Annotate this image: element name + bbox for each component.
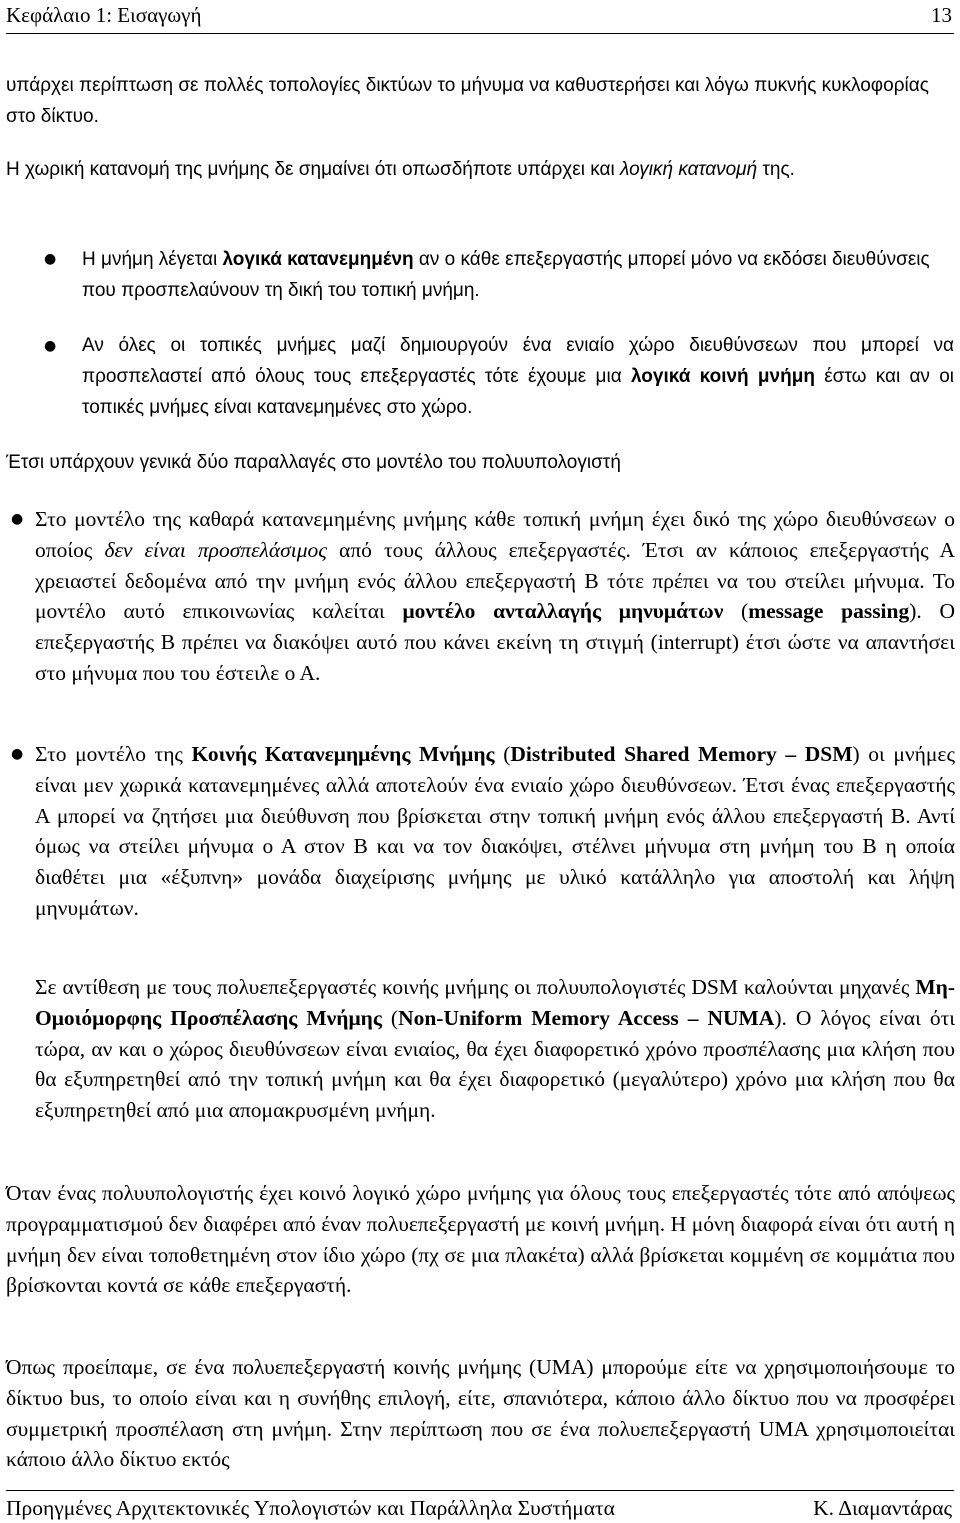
paragraph-4-text: Σε αντίθεση με τους πολυεπεξεργαστές κοινής μνήμης οι πολυυπολογιστές DSM καλούνται μηχανές [35,975,916,999]
bullet-3-emphasis: δεν είναι προσπελάσιμος [104,537,327,562]
bullet-item-4 [35,739,955,924]
footer-author: Κ. Διαμαντάρας [813,1496,952,1520]
bullet-3-term-en: message passing [748,599,910,624]
paragraph-4-tail: ). Ο λόγος είναι ότι τώρα, αν και ο χώρος διευθύνσεων είναι ενιαίος, θα έχει διαφορετικό χρόνο προσπέλασης μια κλήση που θα εξυπηρετηθεί από την τοπική μνήμη και θα έχει διαφορετικό (μεγαλύτερο) χρόνο μια κλήση που θα εξυπηρετηθεί από μια απομακρυσμένη μνήμη. [35,1005,956,1123]
bullet-3-term: μοντέλο ανταλλαγής μηνυμάτων [402,599,724,624]
bullet-dot-icon: ● [11,511,24,527]
bullet-4-tail: ) οι μνήμες είναι μεν χωρικά κατανεμημένες αλλά αποτελούν ένα ενιαίο χώρο διευθύνσεων. Έτσι ένας επεξεργαστής Α μπορεί να ζητήσει μια διεύθυνση που βρίσκεται στην τοπική μνήμη ενός άλλου επεξεργαστή Β. Αντί όμως να στείλει μήνυμα ο Α στον Β και να τον διακόψει, στέλνει μήνυμα στη μνήμη του Β η οποία διαθέτει μια «έξυπνη» μονάδα διαχείρισης μνήμης με υλικό κατάλληλο για αποστολή και λήψη μηνυμάτων. [35,742,955,920]
page-header [6,2,952,28]
paragraph-2-text: Η χωρική κατανομή της μνήμης δε σημαίνει ότι οπωσδήποτε υπάρχει και [6,159,620,180]
bullet-4-paren-open: ( [494,742,511,766]
bullet-4-text: Στο μοντέλο της [35,742,192,766]
paragraph-2-emphasis: λογική κατανομή [619,159,758,180]
bullet-1-term: λογικά κατανεμημένη [222,249,414,270]
bullet-3-tail: ). Ο επεξεργαστής Β πρέπει να διακόψει αυτό που κάνει εκείνη τη στιγμή (interrupt) έτσι ώστε να απαντήσει στο μήνυμα που του έστειλε ο Α. [35,599,955,685]
paragraph-2 [6,154,950,185]
footer-divider [6,1490,954,1491]
paragraph-6: Όπως προείπαμε, σε ένα πολυεπεξεργαστή κοινής μνήμης (UMA) μπορούμε είτε να χρησιμοποιήσουμε το δίκτυο bus, το οποίο είναι και η συνήθης επιλογή, είτε, σπανιότερα, κάποιο άλλο δίκτυο που να προσφέρει συμμετρική προσπέλαση στη μνήμη. Στην περίπτωση που σε ένα πολυεπεξεργαστή UMA χρησιμοποιείται κάποιο άλλο δίκτυο εκτός [6,1355,955,1472]
bullet-3-text: Στο μοντέλο της καθαρά κατανεμημένης μνήμης κάθε τοπική μνήμη έχει δικό της χώρο διευθύνσεων ο οποίος [35,507,955,562]
bullet-dot-icon: ● [44,338,57,354]
bullet-3-paren-open: ( [723,599,749,624]
bullet-2-tail: έστω και αν οι τοπικές μνήμες είναι κατανεμημένες στο χώρο. [82,366,954,418]
footer-book-title: Προηγμένες Αρχιτεκτονικές Υπολογιστών και Παράλληλα Συστήματα [6,1496,615,1520]
bullet-dot-icon: ● [11,746,24,762]
bullet-2-text: Αν όλες οι τοπικές μνήμες μαζί δημιουργούν ένα ενιαίο χώρο διευθύνσεων που μπορεί να προσπελαστεί από όλους τους επεξεργαστές τότε έχουμε μια [82,335,954,387]
paragraph-4-term: Μη-Ομοιόμορφης Προσπέλασης Μνήμης [35,975,955,1030]
paragraph-4-paren-open: ( [381,1005,399,1030]
paragraph-3: Έτσι υπάρχουν γενικά δύο παραλλαγές στο μοντέλο του πολυυπολογιστή [6,452,621,473]
paragraph-4-term-en: Non-Uniform Memory Access – NUMA [398,1005,775,1030]
chapter-title: Κεφάλαιο 1: Εισαγωγή [6,3,202,27]
paragraph-5: Όταν ένας πολυυπολογιστής έχει κοινό λογικό χώρο μνήμης για όλους τους επεξεργαστές τότε από απόψεως προγραμματισμού δεν διαφέρει από έναν πολυεπεξεργαστή με κοινή μνήμη. Η μόνη διαφορά είναι ότι αυτή η μνήμη δεν είναι τοποθετημένη στον ίδιο χώρο (πχ σε μια πλακέτα) αλλά βρίσκεται κομμένη σε κομμάτια που βρίσκονται κοντά σε κάθε επεξεργαστή. [6,1181,955,1298]
bullet-item-3 [35,504,955,689]
bullet-4-term: Κοινής Κατανεμημένης Μνήμης [191,742,495,766]
header-divider [6,33,954,34]
bullet-4-term-en: Distributed Shared Memory – DSM [510,742,853,766]
page-number: 13 [931,3,952,27]
bullet-1-text: Η μνήμη λέγεται [82,249,223,270]
paragraph-1: υπάρχει περίπτωση σε πολλές τοπολογίες δικτύων το μήνυμα να καθυστερήσει και λόγω πυκνής κυκλοφορίας στο δίκτυο. [6,75,929,127]
bullet-dot-icon: ● [44,251,57,267]
bullet-2-term: λογικά κοινή μνήμη [630,366,815,387]
bullet-item-1 [82,244,954,306]
paragraph-2-tail: της. [757,159,795,180]
page-footer [6,1494,952,1522]
bullet-1-tail: αν ο κάθε επεξεργαστής μπορεί μόνο να εκδόσει διευθύνσεις που προσπελαύνουν τη δική του τοπική μνήμη. [82,249,930,301]
paragraph-4 [35,972,955,1126]
bullet-item-2 [82,330,954,423]
bullet-3-text-2: από τους άλλους επεξεργαστές. Έτσι αν κάποιος επεξεργαστής Α χρειαστεί δεδομένα από την μνήμη ενός άλλου επεξεργαστή Β τότε πρέπει να του στείλει μήνυμα. Το μοντέλο αυτό επικοινωνίας καλείται [35,537,955,624]
